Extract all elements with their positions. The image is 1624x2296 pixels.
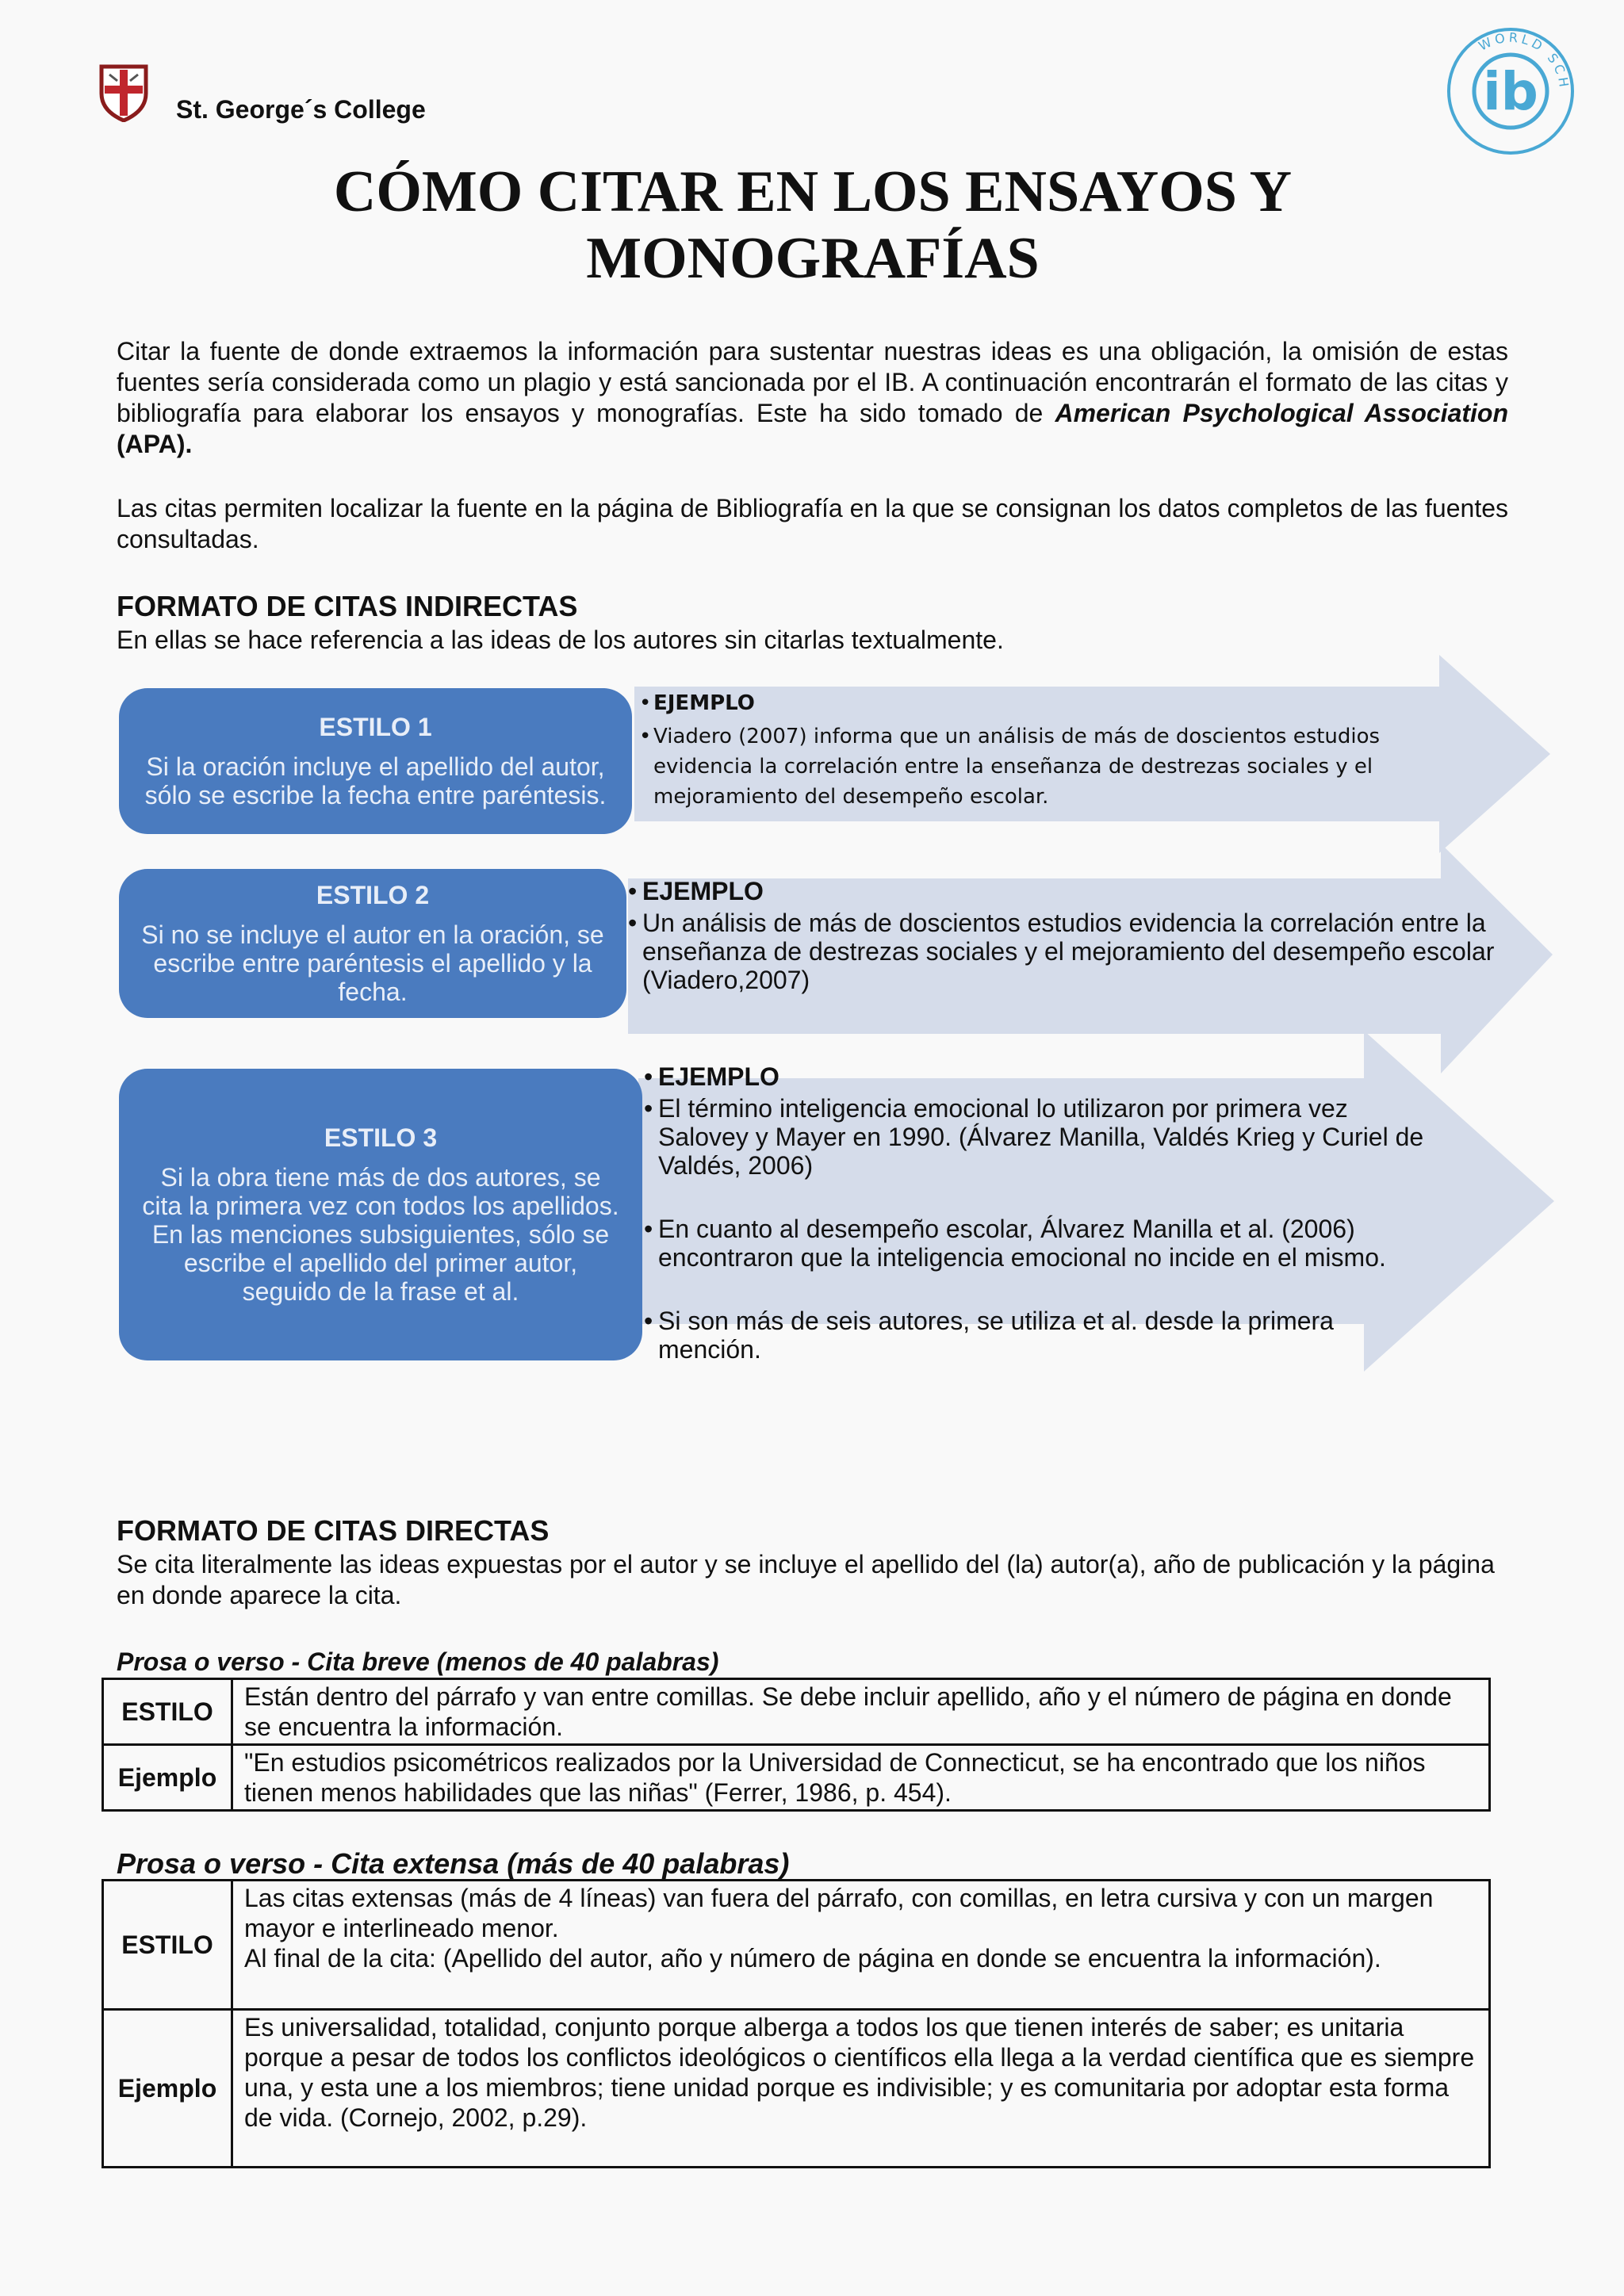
indirect-heading: FORMATO DE CITAS INDIRECTAS (117, 590, 578, 622)
style-label: ESTILO (103, 1679, 232, 1745)
style-text: Están dentro del párrafo y van entre comillas. Se debe incluir apellido, año y el número de página en donde se encuentra la información. (232, 1679, 1490, 1745)
indirect-description: En ellas se hace referencia a las ideas de los autores sin citarlas textualmente. (117, 626, 1004, 654)
style-text: Las citas extensas (más de 4 líneas) van fuera del párrafo, con comillas, en letra cursiva y con un margen mayor e interlineado menor. Al final de la cita: (Apellido del autor, año y número de página en donde se encuentra la información). (232, 1881, 1490, 2010)
intro-second-paragraph: Las citas permiten localizar la fuente en la página de Bibliografía en la que se consignan los datos completos de las fuentes consultadas. (117, 494, 1508, 553)
estilo-2-box: ESTILO 2 Si no se incluye el autor en la oración, se escribe entre paréntesis el apellido y la fecha. (119, 869, 626, 1018)
example-text: Es universalidad, totalidad, conjunto porque alberga a todos los que tienen interés de saber; es unitaria porque a pesar de todos los conflictos ideológicos o científicos ella llega a la verdad científica que es siempre una, y esta une a los miembros; tiene unidad porque es indivisible; y es comunitaria por adoptar esta forma de vida. (Cornejo, 2002, p.29). (232, 2010, 1490, 2168)
direct-heading: FORMATO DE CITAS DIRECTAS (117, 1514, 550, 1547)
estilo-1-box: ESTILO 1 Si la oración incluye el apellido del autor, sólo se escribe la fecha entre paréntesis. (119, 688, 632, 834)
estilo-3-example: • EJEMPLO • El término inteligencia emocional lo utilizaron por primera vez Salovey y Mayer en 1990. (Álvarez Manilla, Valdés Krieg y Curiel de Valdés, 2006) • En cuanto al desempeño escolar, Álvarez Manilla et al. (2006) encontraron que la inteligencia emocional no incide en el mismo. • Si son más de seis autores, se utiliza et al. desde la primera mención. (644, 1062, 1424, 1364)
ib-logo-text: ib (1483, 61, 1538, 122)
estilo-1-example: • EJEMPLO • Viadero (2007) informa que un análisis de más de doscientos estudios evidencia la correlación entre la enseñanza de destrezas sociales y el mejoramiento del desempeño escolar. (639, 691, 1381, 809)
table-row (103, 2010, 1490, 2168)
short-quote-table (102, 1678, 1491, 1812)
page-title: CÓMO CITAR EN LOS ENSAYOS Y MONOGRAFÍAS (333, 159, 1293, 291)
table-row (103, 1745, 1490, 1811)
ib-ring-text: WORLD SCH (1476, 29, 1572, 91)
school-name: St. George´s College (176, 95, 426, 124)
example-label: Ejemplo (103, 1745, 232, 1811)
short-quote-caption: Prosa o verso - Cita breve (menos de 40 palabras) (117, 1647, 719, 1676)
long-quote-table (102, 1879, 1491, 2168)
intro-paragraph: Citar la fuente de donde extraemos la información para sustentar nuestras ideas es una obligación, la omisión de estas fuentes sería considerada como un plagio y está sancionada por el IB. A continuación encontrarán el formato de las citas y bibliografía para elaborar los ensayos y monografías. Este ha sido tomado de American Psychological Association (APA). (117, 337, 1509, 458)
example-label: Ejemplo (103, 2010, 232, 2168)
school-crest-icon (98, 63, 149, 122)
estilo-3-box: ESTILO 3 Si la obra tiene más de dos autores, se cita la primera vez con todos los apellidos. En las menciones subsiguientes, sólo se escribe el apellido del primer autor, seguido de la frase et al. (119, 1069, 642, 1360)
direct-description: Se cita literalmente las ideas expuestas por el autor y se incluye el apellido del (la) autor(a), año de publicación y la página en donde aparece la cita. (117, 1550, 1495, 1609)
style-label: ESTILO (103, 1881, 232, 2010)
table-row (103, 1881, 1490, 2010)
long-quote-caption: Prosa o verso - Cita extensa (más de 40 palabras) (117, 1847, 790, 1880)
table-row (103, 1679, 1490, 1745)
example-text: "En estudios psicométricos realizados por la Universidad de Connecticut, se ha encontrado que los niños tienen menos habilidades que las niñas" (Ferrer, 1986, p. 454). (232, 1745, 1490, 1811)
ib-world-school-logo (1443, 24, 1578, 159)
estilo-2-example: • EJEMPLO • Un análisis de más de doscientos estudios evidencia la correlación entre la enseñanza de destrezas sociales y el mejoramiento del desempeño escolar (Viadero,2007) (628, 877, 1495, 994)
